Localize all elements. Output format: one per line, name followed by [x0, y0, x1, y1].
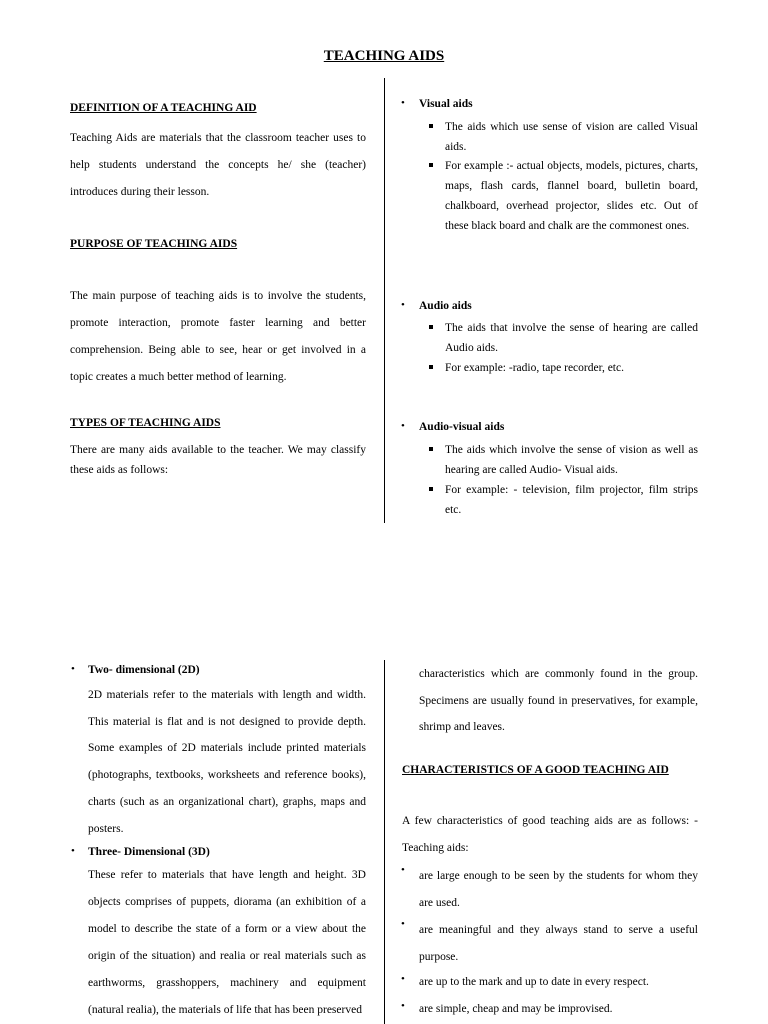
types-text: There are many aids available to the teacher. We may classify these aids as follows: — [70, 444, 366, 476]
bullet-icon: • — [401, 864, 405, 876]
square-bullet-icon — [429, 163, 433, 167]
bullet-icon: • — [401, 299, 405, 311]
square-bullet-icon — [429, 325, 433, 329]
bullet-icon: • — [401, 918, 405, 930]
bullet-icon: • — [71, 663, 75, 675]
three-d-text: These refer to materials that have length and height. 3D objects comprises of puppets, diorama (an exhibition of a model to describe the state of a form or a view about the origin of the situation) and realia or real materials such as earthworms, grasshoppers, machinery and equipment (natural realia), the materials of life that has been preserved — [88, 869, 366, 1016]
column-divider — [384, 660, 385, 1024]
audio-aids-item: The aids that involve the sense of hearing are called Audio aids. — [445, 322, 698, 354]
three-d-label: Three- Dimensional (3D) — [88, 846, 210, 858]
bullet-icon: • — [401, 97, 405, 109]
bullet-icon: • — [401, 973, 405, 985]
characteristics-heading: CHARACTERISTICS OF A GOOD TEACHING AID — [402, 764, 669, 776]
purpose-text: The main purpose of teaching aids is to involve the students, promote interaction, promote faster learning and better comprehension. Being able to see, hear or get involved in a topic creates a much better method of learning. — [70, 290, 366, 383]
square-bullet-icon — [429, 365, 433, 369]
audio-visual-aids-item: The aids which involve the sense of vision as well as hearing are called Audio- Visual aids. — [445, 444, 698, 476]
audio-visual-aids-example: For example: - television, film projector, film strips etc. — [445, 484, 698, 516]
column-divider — [384, 78, 385, 523]
two-d-label: Two- dimensional (2D) — [88, 664, 200, 676]
page-title: TEACHING AIDS — [323, 48, 445, 64]
characteristic-item: are large enough to be seen by the students for whom they are used. — [419, 870, 698, 909]
audio-aids-example: For example: -radio, tape recorder, etc. — [445, 362, 624, 374]
definition-text: Teaching Aids are materials that the classroom teacher uses to help students understand the concepts he/ she (teacher) introduces during their lesson. — [70, 132, 366, 198]
characteristic-item: are simple, cheap and may be improvised. — [419, 1003, 613, 1015]
audio-visual-aids-label: Audio-visual aids — [419, 421, 505, 433]
square-bullet-icon — [429, 487, 433, 491]
specimens-text: characteristics which are commonly found in the group. Specimens are usually found in preservatives, for example, shrimp and leaves. — [419, 668, 698, 734]
bullet-icon: • — [401, 1000, 405, 1012]
characteristic-item: are meaningful and they always stand to serve a useful purpose. — [419, 924, 698, 963]
audio-aids-label: Audio aids — [419, 300, 472, 312]
two-d-text: 2D materials refer to the materials with length and width. This material is flat and is not designed to provide depth. Some examples of 2D materials include printed materials (photographs, textbooks, worksheets and reference books), charts (such as an organizational chart), graphs, maps and posters. — [88, 689, 366, 835]
square-bullet-icon — [429, 447, 433, 451]
visual-aids-item: The aids which use sense of vision are called Visual aids. — [445, 121, 698, 153]
types-heading: TYPES OF TEACHING AIDS — [70, 417, 221, 429]
characteristic-item: are up to the mark and up to date in every respect. — [419, 976, 649, 988]
purpose-heading: PURPOSE OF TEACHING AIDS — [70, 238, 238, 250]
definition-heading: DEFINITION OF A TEACHING AID — [70, 102, 257, 114]
characteristics-intro: A few characteristics of good teaching aids are as follows: - Teaching aids: — [402, 815, 698, 854]
square-bullet-icon — [429, 124, 433, 128]
visual-aids-example: For example :- actual objects, models, pictures, charts, maps, flash cards, flannel board, bulletin board, chalkboard, overhead projector, slides etc. Out of these black board and chalk are the commonest ones. — [445, 160, 698, 232]
visual-aids-label: Visual aids — [419, 98, 473, 110]
bullet-icon: • — [71, 845, 75, 857]
bullet-icon: • — [401, 420, 405, 432]
